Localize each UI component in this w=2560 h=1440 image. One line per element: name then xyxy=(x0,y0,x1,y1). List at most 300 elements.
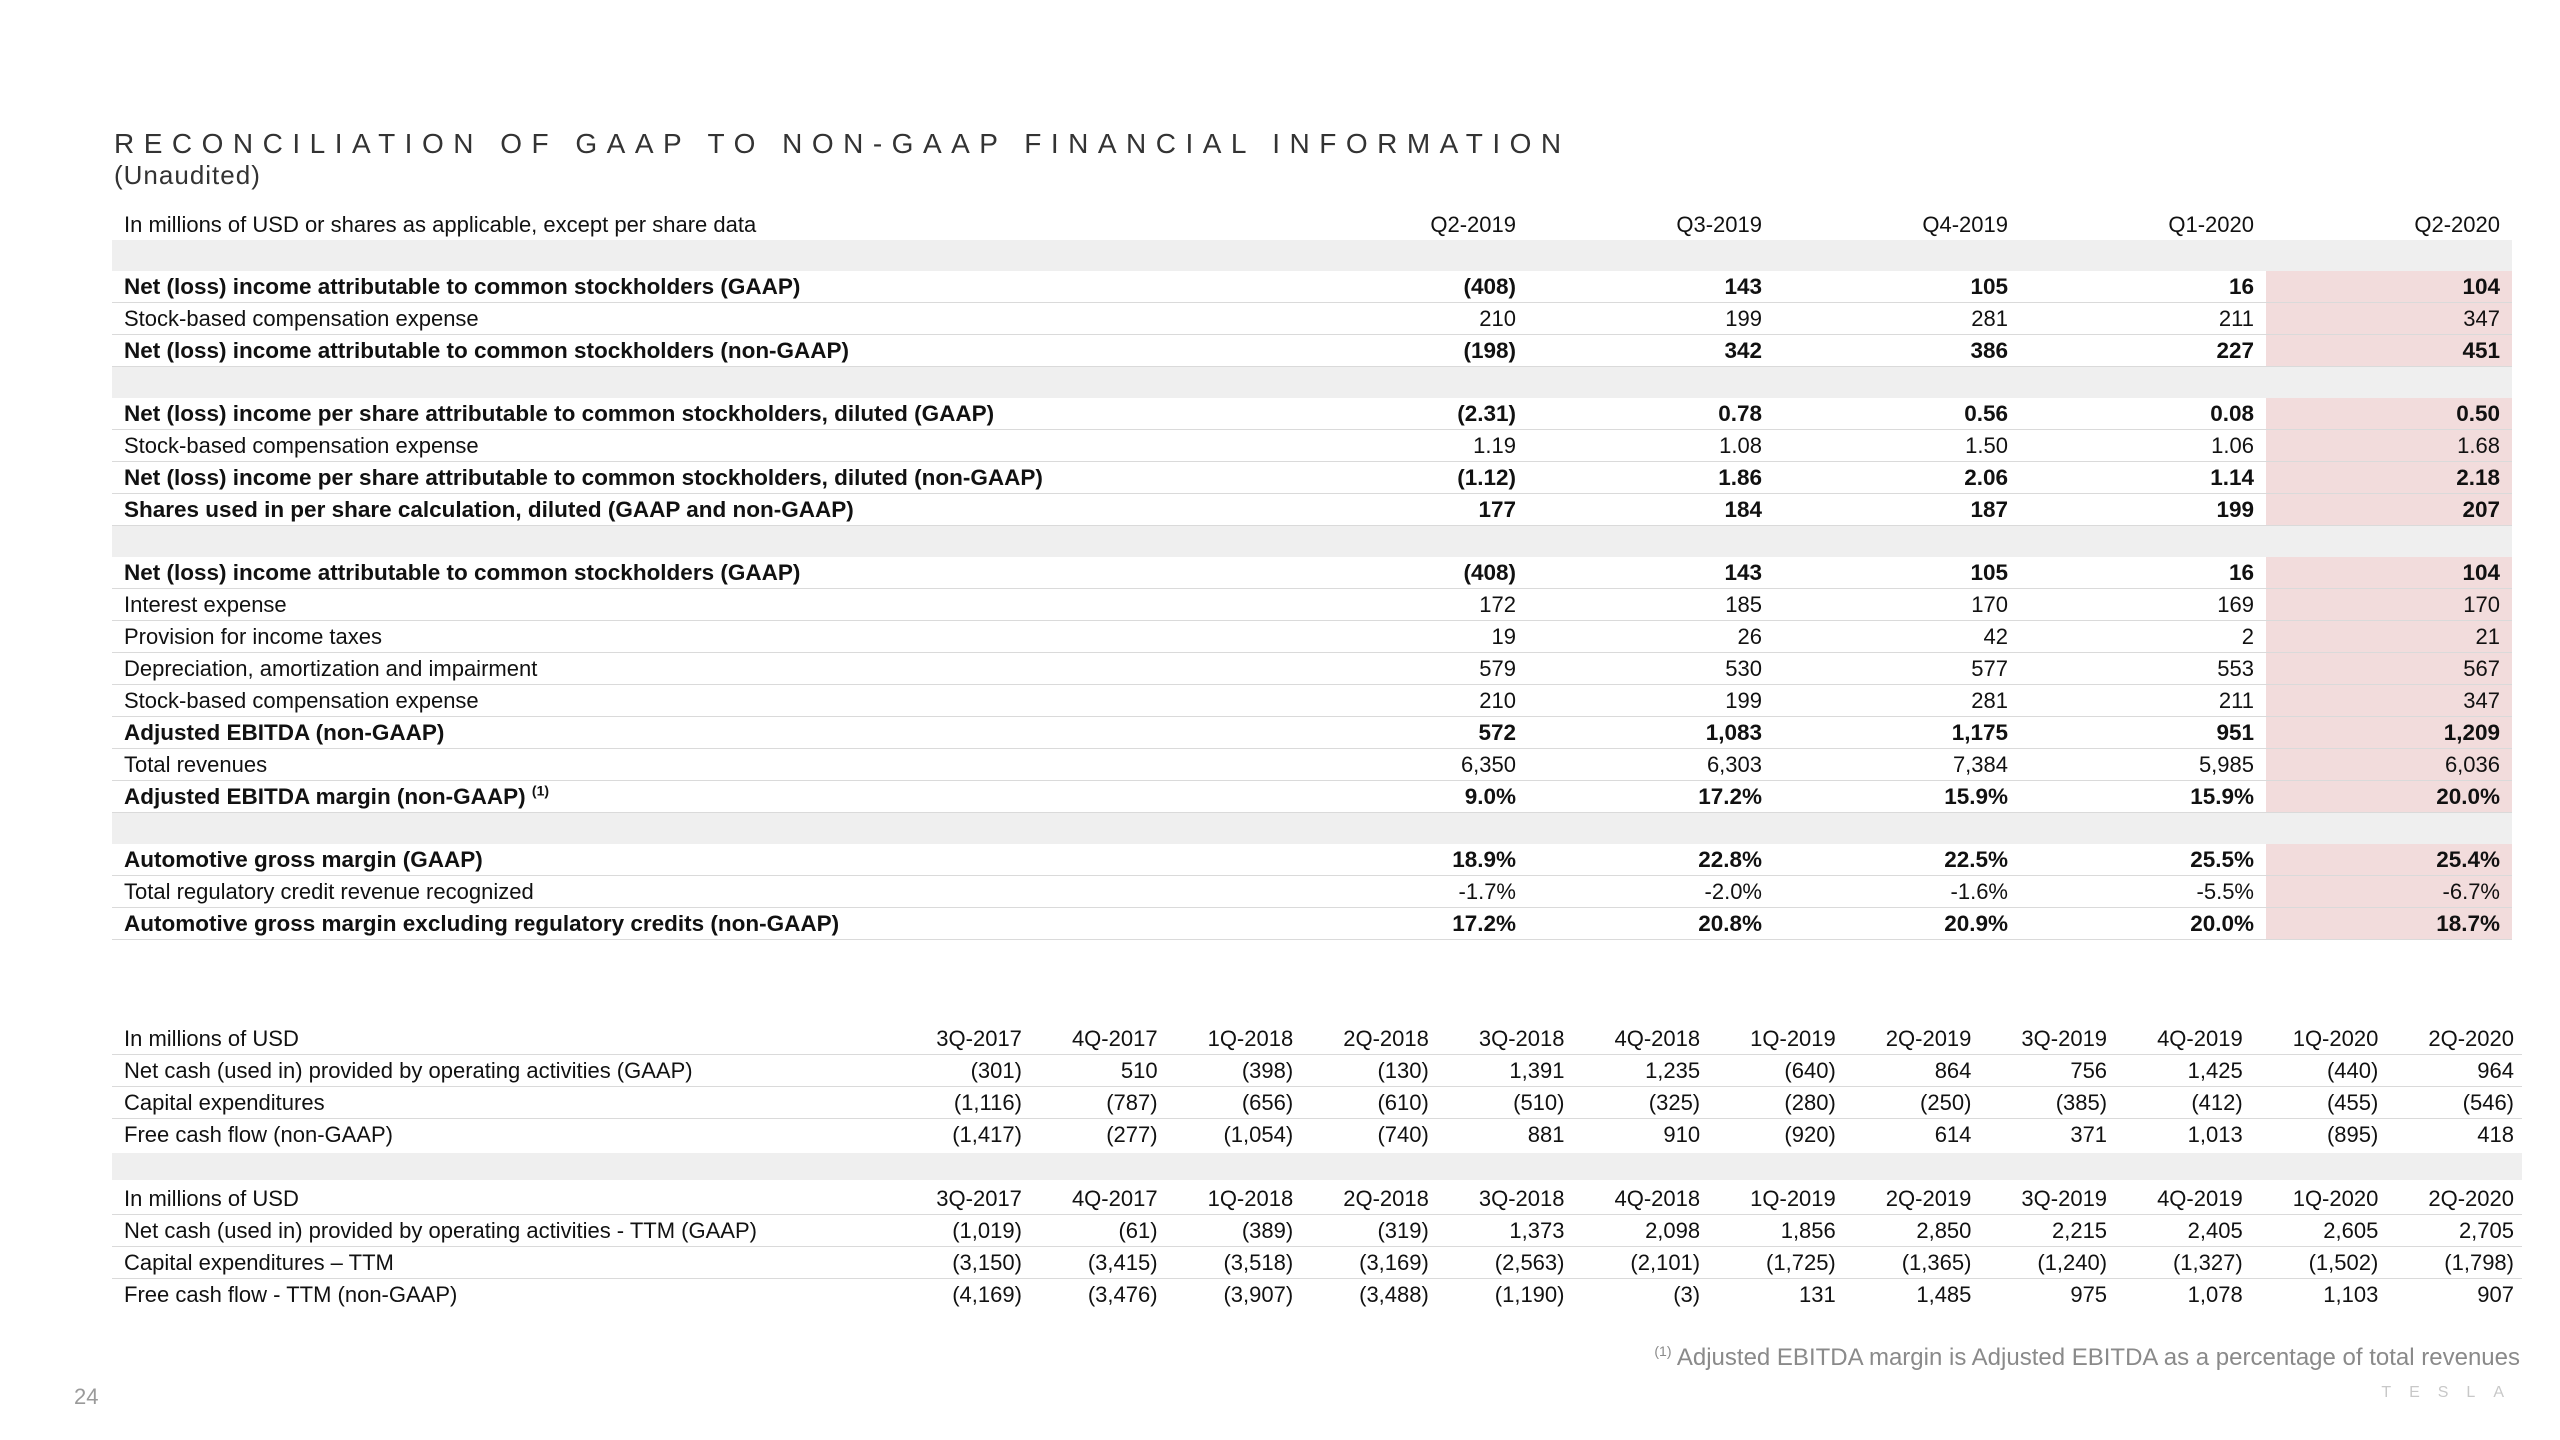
value-cell: 5,985 xyxy=(2020,749,2266,781)
value-cell: (3,476) xyxy=(1087,1281,1158,1307)
column-header: Q2-2020 xyxy=(2414,211,2500,237)
value-cell: (440) xyxy=(2251,1055,2387,1087)
value-cell: (3,150) xyxy=(894,1247,1030,1279)
value-cell: 1.86 xyxy=(1528,462,1774,494)
value-cell: 347 xyxy=(2266,303,2512,335)
row-label xyxy=(112,398,1282,430)
value-cell: (319) xyxy=(1301,1215,1437,1247)
value-cell: (277) xyxy=(1106,1121,1158,1147)
value-cell: -6.7% xyxy=(2266,876,2512,908)
column-header: 2Q-2019 xyxy=(1844,1023,1980,1055)
column-header: 3Q-2019 xyxy=(1979,1023,2115,1055)
row-label xyxy=(112,685,1282,717)
value-cell: 910 xyxy=(1663,1121,1701,1147)
table-header-row xyxy=(112,209,2512,240)
value-cell: 1,425 xyxy=(2115,1055,2251,1087)
column-header: 4Q-2018 xyxy=(1572,1183,1708,1215)
value-cell: 1,235 xyxy=(1572,1055,1708,1087)
value-cell: 19 xyxy=(1282,621,1528,653)
value-cell: 18.9% xyxy=(1282,844,1528,876)
value-cell: 227 xyxy=(2020,335,2266,367)
value-cell: 1,175 xyxy=(1774,717,2020,749)
value-cell: 1,856 xyxy=(1708,1215,1844,1247)
row-label-text: Net (loss) income attributable to common stockholders (GAAP) xyxy=(124,273,801,299)
value-cell: 18.7% xyxy=(2266,908,2512,940)
value-cell: 2,705 xyxy=(2386,1215,2522,1247)
value-cell: (61) xyxy=(1030,1215,1166,1247)
free-cash-flow-table xyxy=(112,1023,2522,1150)
value-cell: (1,725) xyxy=(1708,1247,1844,1279)
value-cell: 185 xyxy=(1528,589,1774,621)
table-row xyxy=(112,1247,2522,1279)
table-row xyxy=(112,781,2512,813)
column-header: 1Q-2018 xyxy=(1166,1023,1302,1055)
column-header: 2Q-2018 xyxy=(1301,1183,1437,1215)
row-label: Net cash (used in) provided by operating activities - TTM (GAAP) xyxy=(112,1215,894,1247)
row-label-text: Net (loss) income per share attributable to common stockholders, diluted (GAAP) xyxy=(124,400,995,426)
value-cell: (408) xyxy=(1282,557,1528,589)
value-cell: 964 xyxy=(2386,1055,2522,1087)
value-cell: 20.0% xyxy=(2266,781,2512,813)
value-cell: 177 xyxy=(1282,494,1528,526)
column-header: 4Q-2019 xyxy=(2115,1023,2251,1055)
value-cell: 1.50 xyxy=(1774,430,2020,462)
value-cell: 210 xyxy=(1282,685,1528,717)
value-cell: 7,384 xyxy=(1774,749,2020,781)
value-cell: 170 xyxy=(2266,589,2512,621)
value-cell: 26 xyxy=(1528,621,1774,653)
value-cell: 105 xyxy=(1774,271,2020,303)
value-cell: 21 xyxy=(2266,621,2512,653)
value-cell: (546) xyxy=(2386,1087,2522,1119)
row-label xyxy=(112,494,1282,526)
value-cell: 2.06 xyxy=(1774,462,2020,494)
value-cell: (3,415) xyxy=(1030,1247,1166,1279)
value-cell: 199 xyxy=(1528,685,1774,717)
value-cell: (787) xyxy=(1030,1087,1166,1119)
footnote-ref: (1) xyxy=(531,782,550,798)
value-cell: (412) xyxy=(2115,1087,2251,1119)
row-label-text: Total regulatory credit revenue recognized xyxy=(124,878,534,904)
value-cell: (3,169) xyxy=(1301,1247,1437,1279)
gap-cell xyxy=(2266,240,2512,271)
table-row xyxy=(112,398,2512,430)
value-cell: (640) xyxy=(1708,1055,1844,1087)
table-row xyxy=(112,589,2512,621)
value-cell: 22.5% xyxy=(1774,844,2020,876)
table-row xyxy=(112,844,2512,876)
row-label-text: Stock-based compensation expense xyxy=(124,305,479,331)
value-cell: -5.5% xyxy=(2020,876,2266,908)
footnote xyxy=(1654,1344,2520,1372)
row-label xyxy=(112,335,1282,367)
value-cell: (398) xyxy=(1166,1055,1302,1087)
gap-cell xyxy=(1528,813,1774,845)
value-cell: 756 xyxy=(1979,1055,2115,1087)
value-cell: 22.8% xyxy=(1528,844,1774,876)
page-subtitle: (Unaudited) xyxy=(114,160,261,190)
value-cell: 2,215 xyxy=(1979,1215,2115,1247)
column-header: 1Q-2019 xyxy=(1708,1183,1844,1215)
value-cell: 1.68 xyxy=(2266,430,2512,462)
table-row xyxy=(112,1119,2522,1151)
value-cell: 0.50 xyxy=(2266,398,2512,430)
table-caption: In millions of USD xyxy=(112,1023,894,1055)
value-cell: 281 xyxy=(1774,303,2020,335)
section-gap xyxy=(112,367,2512,399)
row-label-text: Interest expense xyxy=(124,591,287,617)
row-label-text: Net (loss) income per share attributable to common stockholders, diluted (non-GAAP) xyxy=(124,464,1043,490)
row-label-text: Shares used in per share calculation, diluted (GAAP and non-GAAP) xyxy=(124,496,854,522)
section-gap xyxy=(112,526,2512,558)
footnote-text: Adjusted EBITDA margin is Adjusted EBITDA as a percentage of total revenues xyxy=(1676,1344,2520,1371)
value-cell: 211 xyxy=(2020,303,2266,335)
table-row xyxy=(112,335,2512,367)
column-header: Q4-2019 xyxy=(1922,211,2008,237)
column-header: 1Q-2020 xyxy=(2251,1183,2387,1215)
value-cell: -1.6% xyxy=(1774,876,2020,908)
gap-cell xyxy=(2266,813,2512,845)
value-cell: 17.2% xyxy=(1528,781,1774,813)
value-cell: 371 xyxy=(2070,1121,2108,1147)
value-cell: (2.31) xyxy=(1282,398,1528,430)
value-cell: 20.8% xyxy=(1528,908,1774,940)
column-header: 4Q-2017 xyxy=(1030,1183,1166,1215)
gap-cell xyxy=(1528,367,1774,399)
section-gap xyxy=(112,240,2512,271)
table-caption: In millions of USD or shares as applicable, except per share data xyxy=(124,211,757,237)
gap-cell xyxy=(1774,813,2020,845)
row-label-text: Stock-based compensation expense xyxy=(124,432,479,458)
value-cell: 451 xyxy=(2266,335,2512,367)
row-label xyxy=(112,844,1282,876)
value-cell: (3,518) xyxy=(1166,1247,1302,1279)
column-header: 1Q-2018 xyxy=(1166,1183,1302,1215)
value-cell: -1.7% xyxy=(1282,876,1528,908)
value-cell: 864 xyxy=(1844,1055,1980,1087)
value-cell: 211 xyxy=(2020,685,2266,717)
value-cell: 172 xyxy=(1282,589,1528,621)
gap-cell xyxy=(2266,367,2512,399)
table-row xyxy=(112,1087,2522,1119)
gap-cell xyxy=(1774,367,2020,399)
row-label xyxy=(112,749,1282,781)
value-cell: (4,169) xyxy=(952,1281,1022,1307)
gap-cell xyxy=(1774,240,2020,271)
free-cash-flow-ttm-table xyxy=(112,1183,2522,1310)
value-cell: (3,907) xyxy=(1223,1281,1294,1307)
value-cell: (2,563) xyxy=(1437,1247,1573,1279)
row-label-text: Depreciation, amortization and impairment xyxy=(124,655,538,681)
row-label xyxy=(112,271,1282,303)
value-cell: 104 xyxy=(2266,271,2512,303)
value-cell: 25.4% xyxy=(2266,844,2512,876)
value-cell: 169 xyxy=(2020,589,2266,621)
value-cell: (301) xyxy=(894,1055,1030,1087)
section-gap xyxy=(112,813,2512,845)
value-cell: (455) xyxy=(2251,1087,2387,1119)
value-cell: 187 xyxy=(1774,494,2020,526)
value-cell: (610) xyxy=(1301,1087,1437,1119)
value-cell: (280) xyxy=(1708,1087,1844,1119)
value-cell: 131 xyxy=(1799,1281,1836,1307)
row-label xyxy=(112,303,1282,335)
value-cell: 16 xyxy=(2020,557,2266,589)
row-label-text: Total revenues xyxy=(124,751,268,777)
value-cell: 170 xyxy=(1774,589,2020,621)
row-label-text: Adjusted EBITDA margin (non-GAAP) xyxy=(124,783,526,809)
gap-cell xyxy=(2020,240,2266,271)
value-cell: (920) xyxy=(1784,1121,1836,1147)
row-label xyxy=(112,781,1282,813)
column-header: 3Q-2018 xyxy=(1437,1023,1573,1055)
row-label-text: Provision for income taxes xyxy=(124,623,382,649)
value-cell: 6,350 xyxy=(1282,749,1528,781)
value-cell: 15.9% xyxy=(1774,781,2020,813)
table-caption: In millions of USD xyxy=(112,1183,894,1215)
table-row xyxy=(112,557,2512,589)
column-header: 3Q-2017 xyxy=(894,1023,1030,1055)
page-number: 24 xyxy=(74,1384,99,1409)
value-cell: 1,103 xyxy=(2323,1281,2379,1307)
column-header: 3Q-2017 xyxy=(894,1183,1030,1215)
value-cell: 386 xyxy=(1774,335,2020,367)
value-cell: (130) xyxy=(1301,1055,1437,1087)
value-cell: 199 xyxy=(2020,494,2266,526)
value-cell: 553 xyxy=(2020,653,2266,685)
column-header: 3Q-2018 xyxy=(1437,1183,1573,1215)
value-cell: (1,240) xyxy=(1979,1247,2115,1279)
value-cell: 975 xyxy=(2070,1281,2108,1307)
value-cell: (1.12) xyxy=(1282,462,1528,494)
value-cell: 20.0% xyxy=(2020,908,2266,940)
table-row xyxy=(112,908,2512,940)
table-row xyxy=(112,876,2512,908)
value-cell: -2.0% xyxy=(1528,876,1774,908)
value-cell: (385) xyxy=(1979,1087,2115,1119)
gap-cell xyxy=(112,367,1282,399)
value-cell: (895) xyxy=(2326,1121,2379,1147)
gap-cell xyxy=(2020,367,2266,399)
value-cell: 1.08 xyxy=(1528,430,1774,462)
column-header: 4Q-2019 xyxy=(2115,1183,2251,1215)
value-cell: (389) xyxy=(1166,1215,1302,1247)
value-cell: 1,373 xyxy=(1437,1215,1573,1247)
value-cell: 567 xyxy=(2266,653,2512,685)
page-title: RECONCILIATION OF GAAP TO NON-GAAP FINANCIAL INFORMATION xyxy=(114,128,1571,159)
column-header: Q3-2019 xyxy=(1676,211,1762,237)
value-cell: (1,798) xyxy=(2386,1247,2522,1279)
value-cell: 6,303 xyxy=(1528,749,1774,781)
value-cell: (1,417) xyxy=(952,1121,1022,1147)
value-cell: 104 xyxy=(2266,557,2512,589)
value-cell: (1,190) xyxy=(1494,1281,1565,1307)
value-cell: (3) xyxy=(1673,1281,1701,1307)
gap-cell xyxy=(112,240,1282,271)
value-cell: 15.9% xyxy=(2020,781,2266,813)
value-cell: 1,013 xyxy=(2187,1121,2243,1147)
table-row xyxy=(112,1215,2522,1247)
value-cell: 143 xyxy=(1528,557,1774,589)
value-cell: 530 xyxy=(1528,653,1774,685)
value-cell: 0.78 xyxy=(1528,398,1774,430)
column-header: 1Q-2020 xyxy=(2251,1023,2387,1055)
row-label: Capital expenditures xyxy=(112,1087,894,1119)
value-cell: 1.14 xyxy=(2020,462,2266,494)
gap-cell xyxy=(1282,813,1528,845)
value-cell: 207 xyxy=(2266,494,2512,526)
row-label-text: Stock-based compensation expense xyxy=(124,687,479,713)
table-row xyxy=(112,717,2512,749)
table-row xyxy=(112,430,2512,462)
value-cell: 184 xyxy=(1528,494,1774,526)
value-cell: 2,405 xyxy=(2115,1215,2251,1247)
gap-cell xyxy=(1528,526,1774,558)
value-cell: 281 xyxy=(1774,685,2020,717)
value-cell: 577 xyxy=(1774,653,2020,685)
row-label: Free cash flow - TTM (non-GAAP) xyxy=(124,1281,458,1307)
row-label xyxy=(112,653,1282,685)
row-label-text: Net (loss) income attributable to common stockholders (non-GAAP) xyxy=(124,337,850,363)
value-cell: 17.2% xyxy=(1282,908,1528,940)
gap-cell xyxy=(1282,240,1528,271)
value-cell: 951 xyxy=(2020,717,2266,749)
value-cell: 1.19 xyxy=(1282,430,1528,462)
column-header: 2Q-2018 xyxy=(1301,1023,1437,1055)
value-cell: 510 xyxy=(1030,1055,1166,1087)
row-label: Free cash flow (non-GAAP) xyxy=(124,1121,393,1147)
row-label-text: Net (loss) income attributable to common stockholders (GAAP) xyxy=(124,559,801,585)
table-row xyxy=(112,621,2512,653)
gap-cell xyxy=(1282,367,1528,399)
value-cell: 199 xyxy=(1528,303,1774,335)
row-label: Capital expenditures – TTM xyxy=(112,1247,894,1279)
value-cell: (1,502) xyxy=(2251,1247,2387,1279)
value-cell: (1,365) xyxy=(1844,1247,1980,1279)
value-cell: 2,098 xyxy=(1572,1215,1708,1247)
row-label xyxy=(112,430,1282,462)
gap-cell xyxy=(1528,240,1774,271)
row-label-text: Automotive gross margin (GAAP) xyxy=(124,846,483,872)
table-row xyxy=(112,1279,2522,1311)
column-header: 4Q-2018 xyxy=(1572,1023,1708,1055)
gap-cell xyxy=(2020,526,2266,558)
gaap-reconciliation-table xyxy=(112,209,2512,940)
tesla-logo: TESLA xyxy=(2381,1384,2522,1401)
table-row xyxy=(112,462,2512,494)
value-cell: (325) xyxy=(1572,1087,1708,1119)
value-cell: 1.06 xyxy=(2020,430,2266,462)
column-header: 2Q-2020 xyxy=(2386,1183,2522,1215)
value-cell: 418 xyxy=(2477,1121,2514,1147)
value-cell: 342 xyxy=(1528,335,1774,367)
column-header: Q1-2020 xyxy=(2168,211,2254,237)
column-header: 2Q-2020 xyxy=(2386,1023,2522,1055)
value-cell: (1,019) xyxy=(894,1215,1030,1247)
value-cell: (2,101) xyxy=(1572,1247,1708,1279)
value-cell: 881 xyxy=(1527,1121,1565,1147)
value-cell: (408) xyxy=(1282,271,1528,303)
value-cell: 143 xyxy=(1528,271,1774,303)
table-row xyxy=(112,303,2512,335)
value-cell: 1,083 xyxy=(1528,717,1774,749)
column-header: 4Q-2017 xyxy=(1030,1023,1166,1055)
footnote-mark: (1) xyxy=(1654,1343,1672,1359)
value-cell: 9.0% xyxy=(1282,781,1528,813)
column-header: 1Q-2019 xyxy=(1708,1023,1844,1055)
gap-cell xyxy=(2266,526,2512,558)
value-cell: (3,488) xyxy=(1359,1281,1429,1307)
table-header-row xyxy=(112,1183,2522,1215)
column-header: 2Q-2019 xyxy=(1844,1183,1980,1215)
gap-cell xyxy=(2020,813,2266,845)
value-cell: 1,209 xyxy=(2266,717,2512,749)
row-label: Net cash (used in) provided by operating activities (GAAP) xyxy=(112,1055,894,1087)
gap-cell xyxy=(112,526,1282,558)
value-cell: 614 xyxy=(1934,1121,1972,1147)
value-cell: (1,054) xyxy=(1223,1121,1294,1147)
value-cell: 2,605 xyxy=(2251,1215,2387,1247)
value-cell: (740) xyxy=(1377,1121,1429,1147)
gap-cell xyxy=(1774,526,2020,558)
table-row xyxy=(112,653,2512,685)
value-cell: (1,327) xyxy=(2115,1247,2251,1279)
row-label xyxy=(112,462,1282,494)
table-row xyxy=(112,271,2512,303)
value-cell: 572 xyxy=(1282,717,1528,749)
value-cell: 210 xyxy=(1282,303,1528,335)
row-label xyxy=(112,621,1282,653)
row-label-text: Automotive gross margin excluding regulatory credits (non-GAAP) xyxy=(124,910,840,936)
value-cell: 6,036 xyxy=(2266,749,2512,781)
value-cell: 0.56 xyxy=(1774,398,2020,430)
table-row xyxy=(112,1055,2522,1087)
column-header: Q2-2019 xyxy=(1430,211,1516,237)
value-cell: 1,391 xyxy=(1437,1055,1573,1087)
table-row xyxy=(112,494,2512,526)
row-label xyxy=(112,557,1282,589)
row-label xyxy=(112,717,1282,749)
value-cell: 1,078 xyxy=(2187,1281,2243,1307)
value-cell: 0.08 xyxy=(2020,398,2266,430)
value-cell: 16 xyxy=(2020,271,2266,303)
value-cell: 2,850 xyxy=(1844,1215,1980,1247)
row-label xyxy=(112,908,1282,940)
value-cell: (250) xyxy=(1844,1087,1980,1119)
row-label-text: Adjusted EBITDA (non-GAAP) xyxy=(124,719,445,745)
value-cell: 2 xyxy=(2020,621,2266,653)
value-cell: 25.5% xyxy=(2020,844,2266,876)
row-label xyxy=(112,876,1282,908)
table-row xyxy=(112,685,2512,717)
row-label xyxy=(112,589,1282,621)
value-cell: (510) xyxy=(1437,1087,1573,1119)
value-cell: 42 xyxy=(1774,621,2020,653)
value-cell: 1,485 xyxy=(1916,1281,1972,1307)
table-row xyxy=(112,749,2512,781)
value-cell: 579 xyxy=(1282,653,1528,685)
value-cell: 907 xyxy=(2477,1281,2514,1307)
column-header: 3Q-2019 xyxy=(1979,1183,2115,1215)
section-separator xyxy=(112,1153,2522,1180)
value-cell: 105 xyxy=(1774,557,2020,589)
value-cell: (1,116) xyxy=(894,1087,1030,1119)
gap-cell xyxy=(112,813,1282,845)
value-cell: 20.9% xyxy=(1774,908,2020,940)
table-header-row xyxy=(112,1023,2522,1055)
value-cell: 2.18 xyxy=(2266,462,2512,494)
value-cell: (656) xyxy=(1166,1087,1302,1119)
